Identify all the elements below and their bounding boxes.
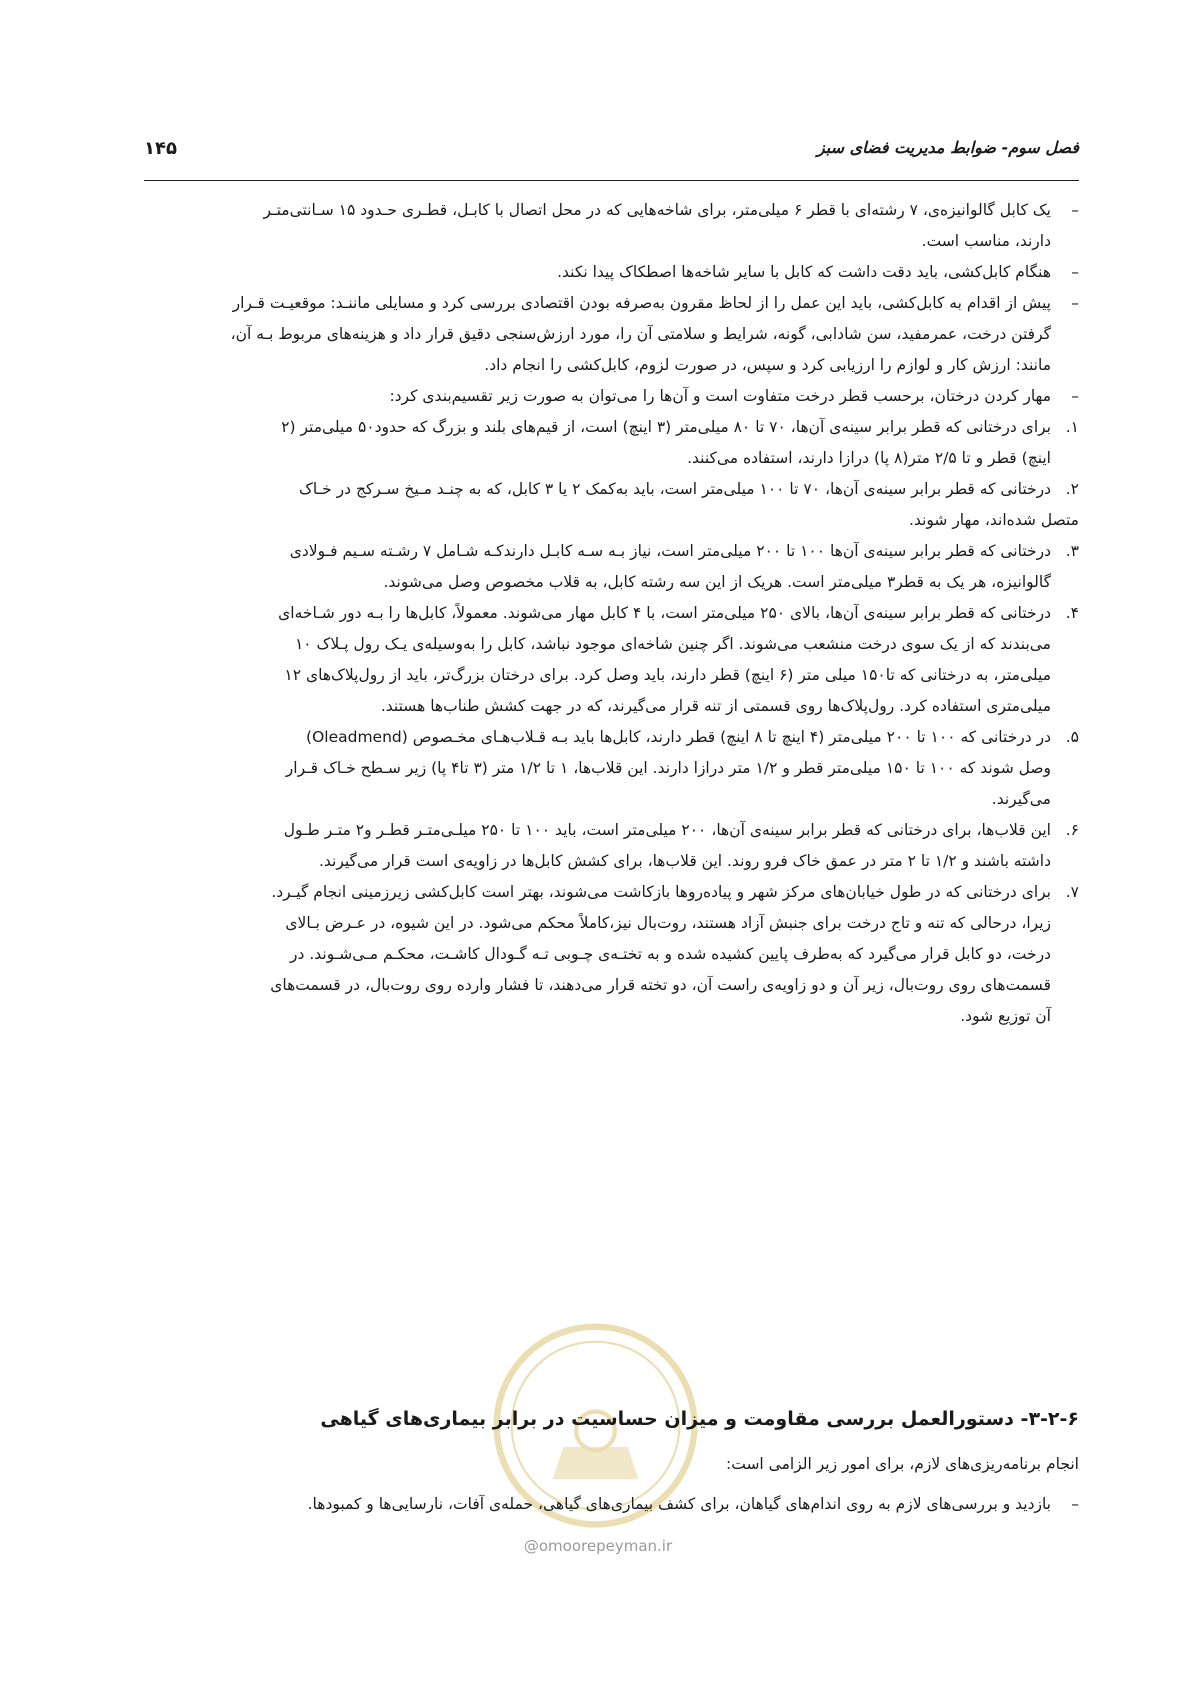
bullet-item [144,288,1079,381]
text-line: درخت، دو کابل قرار می‌گیرد که به‌طرف پایین کشیده شده و به تختـه‌ی چـوبی تـه گـودال کاشـت، محکـم مـی‌شـوند. در [290,945,1051,963]
bullet-text: بازدید و بررسی‌های لازم به روی اندام‌های گیاهان، برای کشف بیماری‌های گیاهی، حمله‌ی آفات، نارسایی‌ها و کمبودها. [307,1495,1051,1513]
item-number: ۷. [1065,883,1079,901]
item-number: ۲. [1065,480,1079,498]
item-number: ۱. [1065,418,1079,436]
text-line: دارند، مناسب است. [921,232,1051,250]
text-line: یک کابل گالوانیزه‌ی، ۷ رشته‌ای با قطر ۶ میلی‌متر، برای شاخه‌هایی که در محل اتصال با کابـل، قطـری حـدود ۱۵ سـانتی‌متـر [263,201,1051,219]
numbered-item [144,474,1079,536]
text-line: در درختانی که ۱۰۰ تا ۲۰۰ میلی‌متر (۴ اینچ تا ۸ اینچ) قطر دارند، کابل‌ها باید بـه قـلاب‌هـای مخـصوص (Oleadmend) [306,728,1051,746]
bullet-mark: – [1071,201,1079,219]
text-line: میلی‌متر، به درختانی که تا۱۵۰ میلی متر (۶ اینچ) قطر دارند، باید وصل کرد. برای درختان بزرگ‌تر، باید از رول‌پلاک‌های ۱۲ [284,666,1051,684]
text-line: میلی‌متری استفاده کرد. رول‌پلاک‌ها روی قسمتی از تنه قرار می‌گیرند، که در جهت کشش طناب‌ها هستند. [380,697,1051,715]
section-bullet [144,1495,1079,1513]
numbered-item [144,815,1079,877]
text-line: برای درختانی که قطر برابر سینه‌ی آن‌ها، ۷۰ تا ۸۰ میلی‌متر (۳ اینچ) است، از قیم‌های بلند و بزرگ که حدود۵۰ میلی‌متر (۲ [281,418,1051,436]
bullet-mark: – [1071,1495,1079,1513]
header-divider [144,180,1079,181]
numbered-item [144,722,1079,815]
text-line: این قلاب‌ها، برای درختانی که قطر برابر سینه‌ی آن‌ها، ۲۰۰ میلی‌متر است، باید ۱۰۰ تا ۲۵۰ میلـی‌متـر قطـر و۲ متـر طـول [283,821,1051,839]
bullet-mark: – [1071,263,1079,281]
text-span: متصل شده‌اند، مهار شوند. [909,511,1079,529]
text-line [144,474,1079,505]
section-heading: ۳-۲-۶- دستورالعمل بررسی مقاومت و میزان حساسیت در برابر بیماری‌های گیاهی [320,1408,1079,1430]
section-intro: انجام برنامه‌ریزی‌های لازم، برای امور زیر الزامی است: [726,1455,1079,1473]
page-number: ۱۴۵ [144,138,177,159]
item-number: ۵. [1065,728,1079,746]
bullet-item [144,195,1079,257]
text-line: برای درختانی که در طول خیابان‌های مرکز شهر و پیاده‌روها بازکاشت می‌شوند، بهتر است کابل‌کشی زیرزمینی انجام گیـرد. [271,883,1051,901]
numbered-item [144,412,1079,474]
numbered-item [144,598,1079,722]
chapter-title: فصل سوم- ضوابط مدیریت فضای سبز [816,138,1079,157]
text-line: مانند: ارزش کار و لوازم را ارزیابی کرد و سپس، در صورت لزوم، کابل‌کشی را انجام داد. [484,356,1051,374]
text-line: داشته باشند و ۱/۲ تا ۲ متر در عمق خاک فرو روند. این قلاب‌ها، برای کشش کابل‌ها در زاویه‌ی است قرار می‌گیرند. [318,852,1051,870]
text-line: مهار کردن درختان، برحسب قطر درخت متفاوت است و آن‌ها را می‌توان به صورت زیر تقسیم‌بندی کرد: [389,387,1051,405]
text-span: درختانی که قطر برابر سینه‌ی آن‌ها، ۷۰ تا ۱۰۰ میلی‌متر است، باید به‌کمک ۲ یا ۳ کابل، که به چنـد مـیخ سـرکج در خـاک [299,480,1051,498]
text-line: قسمت‌های روی روت‌بال، زیر آن و دو زاویه‌ی راست آن، دو تخته قرار می‌دهند، تا فشار وارده روی روت‌بال، در قسمت‌های [270,976,1051,994]
text-line: می‌گیرند. [991,790,1051,808]
text-line: اینچ) قطر و تا ۲/۵ متر(۸ پا) درازا دارند، استفاده می‌کنند. [687,449,1051,467]
bullet-mark: – [1071,387,1079,405]
item-number: ۴. [1065,604,1079,622]
numbered-list [144,412,1079,1032]
text-line: پیش از اقدام به کابل‌کشی، باید این عمل را از لحاظ مقرون به‌صرفه بودن اقتصادی بررسی کرد و مسایلی ماننـد: موقعیـت قـرار [232,294,1051,312]
text-line: گرفتن درخت، عمرمفید، سن شادابی، گونه، شرایط و سلامتی آن را، مورد ارزش‌سنجی دقیق قرار داد و هزینه‌های مربوط بـه آن، [230,325,1051,343]
text-line [144,505,1079,536]
text-line: زیرا، درحالی که تنه و تاج درخت برای جنبش آزاد هستند، روت‌بال نیز،کاملاً محکم می‌شود. در این شیوه، در عـرض بـالای [285,914,1051,932]
text-line: آن توزیع شود. [960,1007,1051,1025]
item-number: ۳. [1065,542,1079,560]
bullet-list [144,195,1079,412]
numbered-item [144,877,1079,1032]
page-header [144,138,1079,178]
bullet-item [144,381,1079,412]
text-line: هنگام کابل‌کشی، باید دقت داشت که کابل با سایر شاخه‌ها اصطکاک پیدا نکند. [557,263,1051,281]
numbered-item [144,536,1079,598]
text-line: گالوانیزه، هر یک به قطر۳ میلی‌متر است. هریک از این سه رشته کابل، به قلاب مخصوص وصل می‌شوند. [383,573,1051,591]
bullet-item [144,257,1079,288]
text-line: درختانی که قطر برابر سینه‌ی آن‌ها ۱۰۰ تا ۲۰۰ میلی‌متر است، نیاز بـه سـه کابـل دارندکـه شـامل ۷ رشـته سـیم فـولادی [289,542,1051,560]
text-line: می‌بندند که از یک سوی درخت منشعب می‌شوند. اگر چنین شاخه‌ای موجود نباشد، کابل را به‌وسیله‌ی یـک رول پـلاک ۱۰ [294,635,1051,653]
text-line: درختانی که قطر برابر سینه‌ی آن‌ها، بالای ۲۵۰ میلی‌متر است، با ۴ کابل مهار می‌شوند. معمولاً، کابل‌ها را بـه دور شـاخه‌ای [278,604,1051,622]
body-text [144,195,1079,1032]
item-number: ۶. [1065,821,1079,839]
bullet-mark: – [1071,294,1079,312]
text-line: وصل شوند که ۱۰۰ تا ۱۵۰ میلی‌متر قطر و ۱/۲ متر درازا دارند. این قلاب‌ها، ۱ تا ۱/۲ متر (۳ تا۴ پا) زیر سـطح خـاک قـرار [285,759,1051,777]
watermark-url: @omoorepeyman.ir [523,1537,673,1555]
